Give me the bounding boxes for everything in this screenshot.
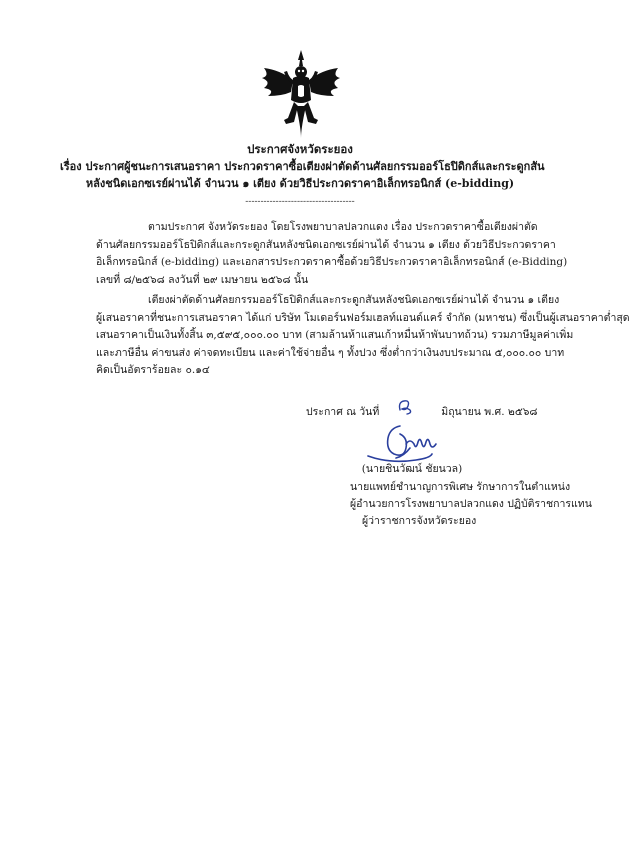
announcement-prefix: ประกาศ ณ วันที่ xyxy=(306,406,380,418)
subject-line-2: หลังชนิดเอกซเรย์ผ่านได้ จำนวน ๑ เตียง ด้วยวิธีประกวดราคาอิเล็กทรอนิกส์ (e-bidding) xyxy=(85,177,515,190)
garuda-emblem-icon xyxy=(258,48,344,140)
announcement-date xyxy=(306,403,538,420)
announcement-suffix: มิถุนายน พ.ศ. ๒๕๖๘ xyxy=(441,406,538,418)
handwritten-day xyxy=(394,396,416,416)
paragraph-2 xyxy=(96,292,630,380)
signer-position-line-2: ผู้อำนวยการโรงพยาบาลปลวกแดง ปฏิบัติราชการแทน xyxy=(350,498,592,510)
signer-position xyxy=(350,479,592,530)
document-subject xyxy=(60,158,545,192)
paragraph-2-line-3: เสนอราคาเป็นเงินทั้งสิ้น ๓,๕๙๕,๐๐๐.๐๐ บาท (สามล้านห้าแสนเก้าหมื่นห้าพันบาทถ้วน) รวมภาษีมูลค่าเพิ่ม xyxy=(96,329,574,341)
signer-position-line-1: นายแพทย์ชำนาญการพิเศษ รักษาการในตำแหน่ง xyxy=(350,481,571,493)
paragraph-1 xyxy=(96,219,568,289)
paragraph-2-line-2: ผู้เสนอราคาที่ชนะการเสนอราคา ได้แก่ บริษัท โมเดอร์นฟอร์มเฮลท์แอนด์แคร์ จำกัด (มหาชน) ซึ่งเป็นผู้เสนอราคาต่ำสุด xyxy=(96,311,630,324)
signer-position-line-3: ผู้ว่าราชการจังหวัดระยอง xyxy=(362,515,477,527)
paragraph-2-line-4: และภาษีอื่น ค่าขนส่ง ค่าจดทะเบียน และค่าใช้จ่ายอื่น ๆ ทั้งปวง ซึ่งต่ำกว่าเงินงบประมาณ ๕,๐๐๐.๐๐ บาท xyxy=(96,346,565,359)
paragraph-1-line-2: ด้านศัลยกรรมออร์โธปิดิกส์และกระดูกสันหลังชนิดเอกซเรย์ผ่านได้ จำนวน ๑ เตียง ด้วยวิธีประกวดราคา xyxy=(96,238,556,251)
paragraph-2-line-5: คิดเป็นอัตราร้อยละ ๐.๑๔ xyxy=(96,364,210,376)
paragraph-2-line-1: เตียงผ่าตัดด้านศัลยกรรมออร์โธปิดิกส์และกระดูกสันหลังชนิดเอกซเรย์ผ่านได้ จำนวน ๑ เตียง xyxy=(148,294,560,306)
subject-line-1: เรื่อง ประกาศผู้ชนะการเสนอราคา ประกวดราคาซื้อเตียงผ่าตัดด้านศัลยกรรมออร์โธปิดิกส์และกระดูกสัน xyxy=(60,160,545,173)
paragraph-1-line-3: อิเล็กทรอนิกส์ (e-bidding) และเอกสารประกวดราคาซื้อด้วยวิธีประกวดราคาอิเล็กทรอนิกส์ (e-Bidding) xyxy=(96,256,568,268)
separator-line: ------------------------------------ xyxy=(245,197,355,207)
signature-icon xyxy=(360,420,460,464)
paragraph-1-line-4: เลขที่ ๘/๒๕๖๘ ลงวันที่ ๒๙ เมษายน ๒๕๖๘ นั้น xyxy=(96,273,309,286)
document-title: ประกาศจังหวัดระยอง xyxy=(247,142,353,156)
signer-name: (นายชินวัฒน์ ชัยนวล) xyxy=(361,463,463,475)
paragraph-1-line-1: ตามประกาศ จังหวัดระยอง โดยโรงพยาบาลปลวกแดง เรื่อง ประกวดราคาซื้อเตียงผ่าตัด xyxy=(148,221,538,233)
